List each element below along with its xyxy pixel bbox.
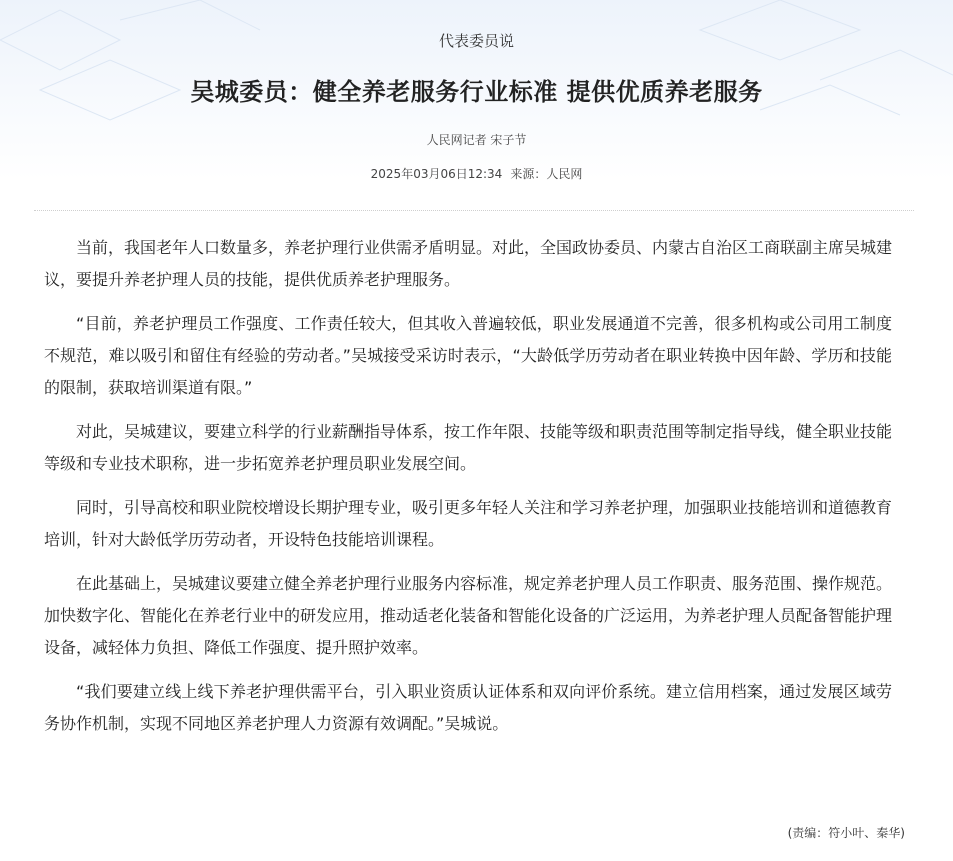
article-kicker[interactable]: 代表委员说 xyxy=(438,32,514,50)
article-paragraph: “我们要建立线上线下养老护理供需平台，引入职业资质认证体系和双向评价系统。建立信用档案，通过发展区域劳务协作机制，实现不同地区养老护理人力资源有效调配。”吴城说。 xyxy=(44,682,892,733)
article-paragraph: “目前，养老护理员工作强度、工作责任较大，但其收入普遍较低，职业发展通道不完善，很多机构或公司用工制度不规范，难以吸引和留住有经验的劳动者。”吴城接受采访时表示，“大龄低学历劳动者在职业转换中因年龄、学历和技能的限制，获取培训渠道有限。” xyxy=(44,314,892,397)
article-meta xyxy=(0,165,953,182)
article-source[interactable]: 来源：人民网 xyxy=(510,167,583,181)
article-paragraph: 同时，引导高校和职业院校增设长期护理专业，吸引更多年轻人关注和学习养老护理，加强职业技能培训和道德教育培训，针对大龄低学历劳动者，开设特色技能培训课程。 xyxy=(44,498,893,549)
article-byline: 人民网记者 宋子节 xyxy=(426,133,527,147)
article-paragraph: 当前，我国老年人口数量多，养老护理行业供需矛盾明显。对此，全国政协委员、内蒙古自治区工商联副主席吴城建议，要提升养老护理人员的技能，提供优质养老护理服务。 xyxy=(44,238,893,289)
article-body xyxy=(44,232,892,752)
editor-credit: (责编：符小叶、秦华) xyxy=(787,826,905,840)
article-paragraph: 对此，吴城建议，要建立科学的行业薪酬指导体系，按工作年限、技能等级和职责范围等制定指导线，健全职业技能等级和专业技术职称，进一步拓宽养老护理员职业发展空间。 xyxy=(44,422,893,473)
article-paragraph: 在此基础上，吴城建议要建立健全养老护理行业服务内容标准，规定养老护理人员工作职责、服务范围、操作规范。加快数字化、智能化在养老行业中的研发应用，推动适老化装备和智能化设备的广泛运用，为养老护理人员配备智能护理设备，减轻体力负担、降低工作强度、提升照护效率。 xyxy=(44,574,893,657)
publish-datetime: 2025年03月06日12:34 xyxy=(370,167,503,181)
article-title: 吴城委员：健全养老服务行业标准 提供优质养老服务 xyxy=(190,78,763,106)
header-divider xyxy=(34,210,914,211)
